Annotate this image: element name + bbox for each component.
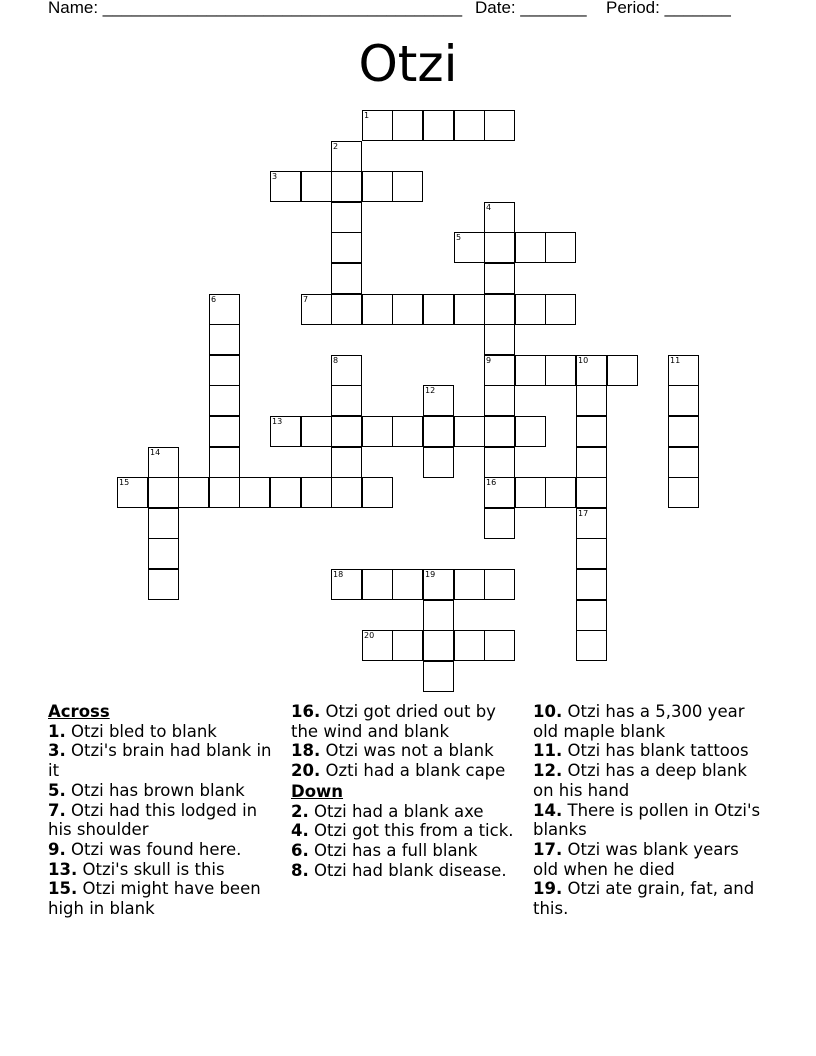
clue-across: 7. Otzi had this lodged in his shoulder	[48, 800, 258, 840]
grid-cell[interactable]	[331, 355, 362, 386]
grid-cell[interactable]	[454, 232, 485, 263]
grid-cell[interactable]	[209, 385, 240, 416]
clue-column-2	[291, 702, 521, 880]
grid-cell[interactable]	[301, 171, 332, 202]
clue-number: 7	[303, 295, 309, 304]
grid-cell[interactable]	[515, 232, 546, 263]
grid-cell[interactable]	[392, 569, 423, 600]
clue-number: 19	[425, 570, 436, 579]
grid-cell[interactable]	[209, 477, 240, 508]
grid-cell[interactable]	[423, 661, 454, 692]
grid-cell[interactable]	[545, 477, 576, 508]
clue-down: 14. There is pollen in Otzi's blanks	[533, 800, 761, 840]
grid-cell[interactable]	[301, 416, 332, 447]
grid-cell[interactable]	[607, 355, 638, 386]
grid-cell[interactable]	[484, 630, 515, 661]
grid-cell[interactable]	[331, 202, 362, 233]
clue-number: 8	[333, 356, 339, 365]
grid-cell[interactable]	[545, 355, 576, 386]
grid-cell[interactable]	[576, 600, 607, 631]
grid-cell[interactable]	[392, 294, 423, 325]
grid-cell[interactable]	[362, 630, 393, 661]
grid-cell[interactable]	[362, 171, 393, 202]
grid-cell[interactable]	[209, 416, 240, 447]
grid-cell[interactable]	[362, 110, 393, 141]
clue-number: 5	[456, 233, 462, 242]
clue-across: 20. Ozti had a blank cape	[291, 761, 506, 781]
grid-cell[interactable]	[270, 477, 301, 508]
puzzle-title: Otzi	[358, 35, 458, 93]
grid-cell[interactable]	[270, 171, 301, 202]
grid-cell[interactable]	[362, 477, 393, 508]
clue-number: 17	[578, 509, 589, 518]
grid-cell[interactable]	[362, 569, 393, 600]
grid-cell[interactable]	[515, 355, 546, 386]
clue-across: 3. Otzi's brain had blank in it	[48, 741, 272, 781]
clue-number: 12	[425, 386, 436, 395]
grid-cell[interactable]	[148, 447, 179, 478]
grid-cell[interactable]	[484, 324, 515, 355]
grid-cell[interactable]	[331, 141, 362, 172]
grid-cell[interactable]	[392, 416, 423, 447]
grid-cell[interactable]	[484, 569, 515, 600]
grid-cell[interactable]	[331, 171, 362, 202]
grid-cell[interactable]	[392, 171, 423, 202]
grid-cell[interactable]	[484, 416, 515, 447]
grid-cell[interactable]	[362, 294, 393, 325]
clue-number: 2	[333, 142, 339, 151]
name-field[interactable]: Name: ______________________________________	[48, 0, 463, 17]
grid-cell[interactable]	[484, 477, 515, 508]
clue-across: 18. Otzi was not a blank	[291, 741, 494, 761]
grid-cell[interactable]	[576, 385, 607, 416]
grid-cell[interactable]	[239, 477, 270, 508]
grid-cell[interactable]	[331, 385, 362, 416]
grid-cell[interactable]	[484, 508, 515, 539]
date-field[interactable]: Date: _______	[475, 0, 587, 17]
clue-number: 16	[486, 478, 497, 487]
grid-cell[interactable]	[148, 508, 179, 539]
clue-down: 12. Otzi has a deep blank on his hand	[533, 761, 747, 800]
grid-cell[interactable]	[576, 477, 607, 508]
down-heading: Down	[291, 781, 344, 801]
grid-cell[interactable]	[331, 569, 362, 600]
grid-cell[interactable]	[515, 416, 546, 447]
grid-cell[interactable]	[515, 477, 546, 508]
grid-cell[interactable]	[484, 202, 515, 233]
grid-cell[interactable]	[668, 477, 699, 508]
clue-number: 6	[211, 295, 217, 304]
grid-cell[interactable]	[423, 447, 454, 478]
grid-cell[interactable]	[576, 569, 607, 600]
grid-cell[interactable]	[209, 355, 240, 386]
grid-cell[interactable]	[148, 569, 179, 600]
grid-cell[interactable]	[423, 600, 454, 631]
grid-cell[interactable]	[423, 416, 454, 447]
grid-cell[interactable]	[331, 477, 362, 508]
grid-cell[interactable]	[515, 294, 546, 325]
grid-cell[interactable]	[209, 447, 240, 478]
grid-cell[interactable]	[668, 355, 699, 386]
clue-number: 1	[364, 111, 370, 120]
grid-cell[interactable]	[484, 110, 515, 141]
grid-cell[interactable]	[454, 416, 485, 447]
clue-down: 19. Otzi ate grain, fat, and this.	[533, 879, 755, 919]
grid-cell[interactable]	[148, 538, 179, 569]
grid-cell[interactable]	[392, 630, 423, 661]
clue-column-1	[48, 702, 273, 919]
clue-across: 1. Otzi bled to blank	[48, 721, 217, 741]
grid-cell[interactable]	[576, 508, 607, 539]
grid-cell[interactable]	[576, 447, 607, 478]
grid-cell[interactable]	[484, 355, 515, 386]
grid-cell[interactable]	[331, 416, 362, 447]
grid-cell[interactable]	[331, 447, 362, 478]
grid-cell[interactable]	[454, 294, 485, 325]
grid-cell[interactable]	[392, 110, 423, 141]
grid-cell[interactable]	[576, 416, 607, 447]
grid-cell[interactable]	[331, 232, 362, 263]
grid-cell[interactable]	[545, 232, 576, 263]
clue-number: 20	[364, 631, 375, 640]
grid-cell[interactable]	[209, 324, 240, 355]
grid-cell[interactable]	[576, 630, 607, 661]
clue-number: 14	[150, 448, 161, 457]
grid-cell[interactable]	[423, 385, 454, 416]
grid-cell[interactable]	[331, 294, 362, 325]
grid-cell[interactable]	[484, 263, 515, 294]
grid-cell[interactable]	[454, 569, 485, 600]
grid-cell[interactable]	[484, 232, 515, 263]
grid-cell[interactable]	[454, 630, 485, 661]
across-heading: Across	[48, 702, 110, 721]
grid-cell[interactable]	[423, 110, 454, 141]
clue-across: 13. Otzi's skull is this	[48, 859, 225, 879]
grid-cell[interactable]	[331, 263, 362, 294]
grid-cell[interactable]	[178, 477, 209, 508]
clue-across: 9. Otzi was found here.	[48, 839, 242, 859]
grid-cell[interactable]	[148, 477, 179, 508]
clue-number: 11	[670, 356, 681, 365]
grid-cell[interactable]	[423, 569, 454, 600]
clue-down: 11. Otzi has blank tattoos	[533, 741, 749, 761]
grid-cell[interactable]	[484, 447, 515, 478]
grid-cell[interactable]	[209, 294, 240, 325]
clue-across: 5. Otzi has brown blank	[48, 780, 245, 800]
clue-down: 10. Otzi has a 5,300 year old maple blank	[533, 702, 745, 741]
grid-cell[interactable]	[454, 110, 485, 141]
period-field[interactable]: Period: _______	[606, 0, 731, 17]
clue-down: 8. Otzi had blank disease.	[291, 860, 507, 880]
grid-cell[interactable]	[301, 477, 332, 508]
clue-number: 9	[486, 356, 492, 365]
clue-across: 16. Otzi got dried out by the wind and blank	[291, 702, 496, 741]
grid-cell[interactable]	[668, 447, 699, 478]
clue-number: 18	[333, 570, 344, 579]
grid-cell[interactable]	[668, 416, 699, 447]
grid-cell[interactable]	[484, 294, 515, 325]
grid-cell[interactable]	[576, 355, 607, 386]
grid-cell[interactable]	[545, 294, 576, 325]
clue-number: 3	[272, 172, 278, 181]
grid-cell[interactable]	[423, 294, 454, 325]
clue-down: 17. Otzi was blank years old when he died	[533, 839, 739, 879]
clue-number: 10	[578, 356, 589, 365]
clue-number: 15	[119, 478, 130, 487]
grid-cell[interactable]	[576, 538, 607, 569]
clue-down: 2. Otzi had a blank axe	[291, 801, 484, 821]
clue-column-3	[533, 702, 768, 919]
clue-across: 15. Otzi might have been high in blank	[48, 879, 261, 919]
grid-cell[interactable]	[117, 477, 148, 508]
clue-down: 4. Otzi got this from a tick.	[291, 821, 514, 841]
grid-cell[interactable]	[668, 385, 699, 416]
clue-down: 6. Otzi has a full blank	[291, 840, 478, 860]
clue-number: 4	[486, 203, 492, 212]
grid-cell[interactable]	[301, 294, 332, 325]
clue-number: 13	[272, 417, 283, 426]
grid-cell[interactable]	[484, 385, 515, 416]
grid-cell[interactable]	[362, 416, 393, 447]
grid-cell[interactable]	[423, 630, 454, 661]
grid-cell[interactable]	[270, 416, 301, 447]
